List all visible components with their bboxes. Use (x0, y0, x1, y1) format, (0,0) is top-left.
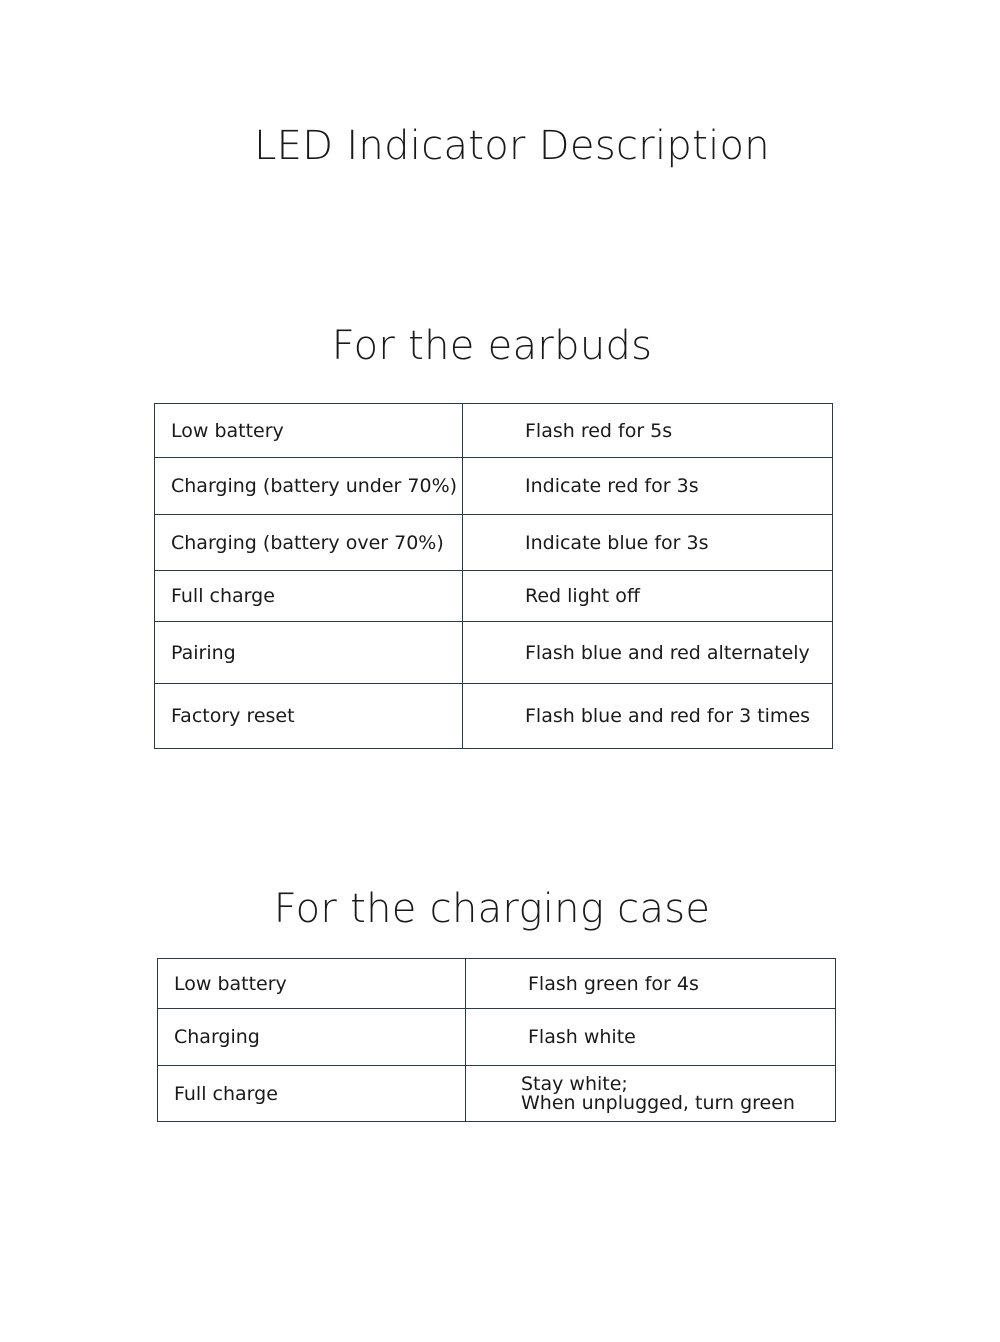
indication-cell: Flash white (466, 1009, 836, 1066)
table-row (158, 959, 836, 1009)
condition-cell: Full charge (158, 1066, 466, 1122)
condition-cell: Full charge (155, 571, 463, 622)
condition-cell: Pairing (155, 622, 463, 684)
condition-cell: Charging (battery over 70%) (155, 515, 463, 571)
table-row (155, 571, 833, 622)
condition-cell: Charging (158, 1009, 466, 1066)
indication-line: When unplugged, turn green (521, 1091, 795, 1114)
indication-line: Stay white; (521, 1072, 628, 1095)
table-row (155, 458, 833, 515)
indication-cell: Flash green for 4s (466, 959, 836, 1009)
indication-cell: Indicate red for 3s (463, 458, 833, 515)
indication-cell (466, 1066, 836, 1122)
indication-cell: Flash blue and red for 3 times (463, 684, 833, 749)
condition-cell: Low battery (158, 959, 466, 1009)
indication-cell: Flash red for 5s (463, 404, 833, 458)
indication-cell: Flash blue and red alternately (463, 622, 833, 684)
page-title: LED Indicator Description (254, 123, 770, 169)
condition-cell: Factory reset (155, 684, 463, 749)
earbuds-led-table (154, 403, 833, 749)
condition-cell: Low battery (155, 404, 463, 458)
table-row (158, 1066, 836, 1122)
table-row (155, 404, 833, 458)
indication-cell: Red light off (463, 571, 833, 622)
indication-cell: Indicate blue for 3s (463, 515, 833, 571)
table-row (155, 515, 833, 571)
charging-case-led-table (157, 958, 836, 1122)
earbuds-section-title: For the earbuds (331, 323, 653, 369)
table-row (155, 622, 833, 684)
charging-case-section-title: For the charging case (273, 886, 711, 932)
table-row (158, 1009, 836, 1066)
table-row (155, 684, 833, 749)
condition-cell: Charging (battery under 70%) (155, 458, 463, 515)
